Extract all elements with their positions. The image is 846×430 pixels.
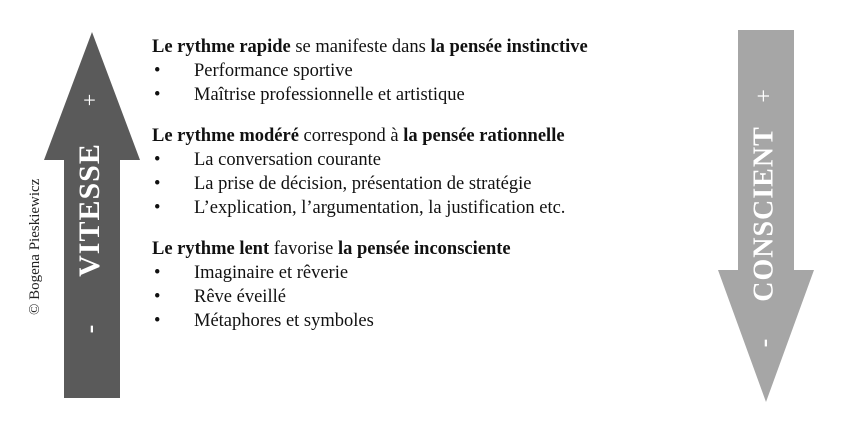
- heading-regular-part: favorise: [269, 239, 338, 259]
- section-moderate-rhythm: [152, 124, 712, 220]
- list-item: [152, 261, 712, 285]
- heading-bold-part: la pensée rationnelle: [403, 126, 565, 146]
- conscious-minus-sign: -: [748, 338, 778, 348]
- section-slow-rhythm: [152, 237, 712, 333]
- bullet-list: [152, 59, 712, 107]
- heading-regular-part: se manifeste dans: [290, 37, 431, 57]
- conscious-down-arrow: [718, 30, 814, 402]
- list-item-text: La prise de décision, présentation de stratégie: [194, 174, 532, 194]
- list-item-text: Maîtrise professionnelle et artistique: [194, 85, 465, 105]
- speed-plus-sign: +: [77, 93, 103, 107]
- list-item: [152, 172, 712, 196]
- heading-bold-part: Le rythme lent: [152, 239, 270, 259]
- section-heading: [152, 35, 712, 59]
- copyright-text: © Bogena Pieskiewicz: [27, 178, 43, 315]
- bullet-icon: •: [154, 174, 161, 194]
- bullet-icon: •: [154, 287, 161, 307]
- conscious-label: CONSCIENT: [748, 126, 780, 302]
- list-item: [152, 83, 712, 107]
- bullet-icon: •: [154, 61, 161, 81]
- list-item: [152, 309, 712, 333]
- list-item-text: L’explication, l’argumentation, la justification etc.: [194, 198, 566, 218]
- rhythm-description: [152, 35, 712, 333]
- heading-bold-part: Le rythme modéré: [152, 126, 299, 146]
- list-item: [152, 285, 712, 309]
- bullet-icon: •: [154, 311, 161, 331]
- heading-regular-part: correspond à: [298, 126, 404, 146]
- list-item-text: Métaphores et symboles: [194, 311, 374, 331]
- list-item-text: Imaginaire et rêverie: [194, 263, 349, 283]
- speed-label: VITESSE: [72, 143, 106, 277]
- bullet-icon: •: [154, 198, 161, 218]
- bullet-list: [152, 261, 712, 333]
- conscious-plus-sign: +: [751, 89, 778, 103]
- heading-bold-part: la pensée instinctive: [430, 37, 588, 57]
- list-item-text: La conversation courante: [194, 150, 381, 170]
- section-fast-rhythm: [152, 35, 712, 107]
- list-item: [152, 196, 712, 220]
- bullet-icon: •: [154, 85, 161, 105]
- bullet-icon: •: [154, 150, 161, 170]
- section-heading: [152, 124, 712, 148]
- speed-up-arrow: [44, 32, 140, 400]
- speed-minus-sign: -: [74, 324, 104, 334]
- section-heading: [152, 237, 712, 261]
- heading-bold-part: la pensée inconsciente: [337, 239, 511, 259]
- list-item: [152, 59, 712, 83]
- list-item-text: Rêve éveillé: [194, 287, 286, 307]
- bullet-icon: •: [154, 263, 161, 283]
- list-item-text: Performance sportive: [194, 61, 353, 81]
- heading-bold-part: Le rythme rapide: [152, 37, 291, 57]
- bullet-list: [152, 148, 712, 220]
- list-item: [152, 148, 712, 172]
